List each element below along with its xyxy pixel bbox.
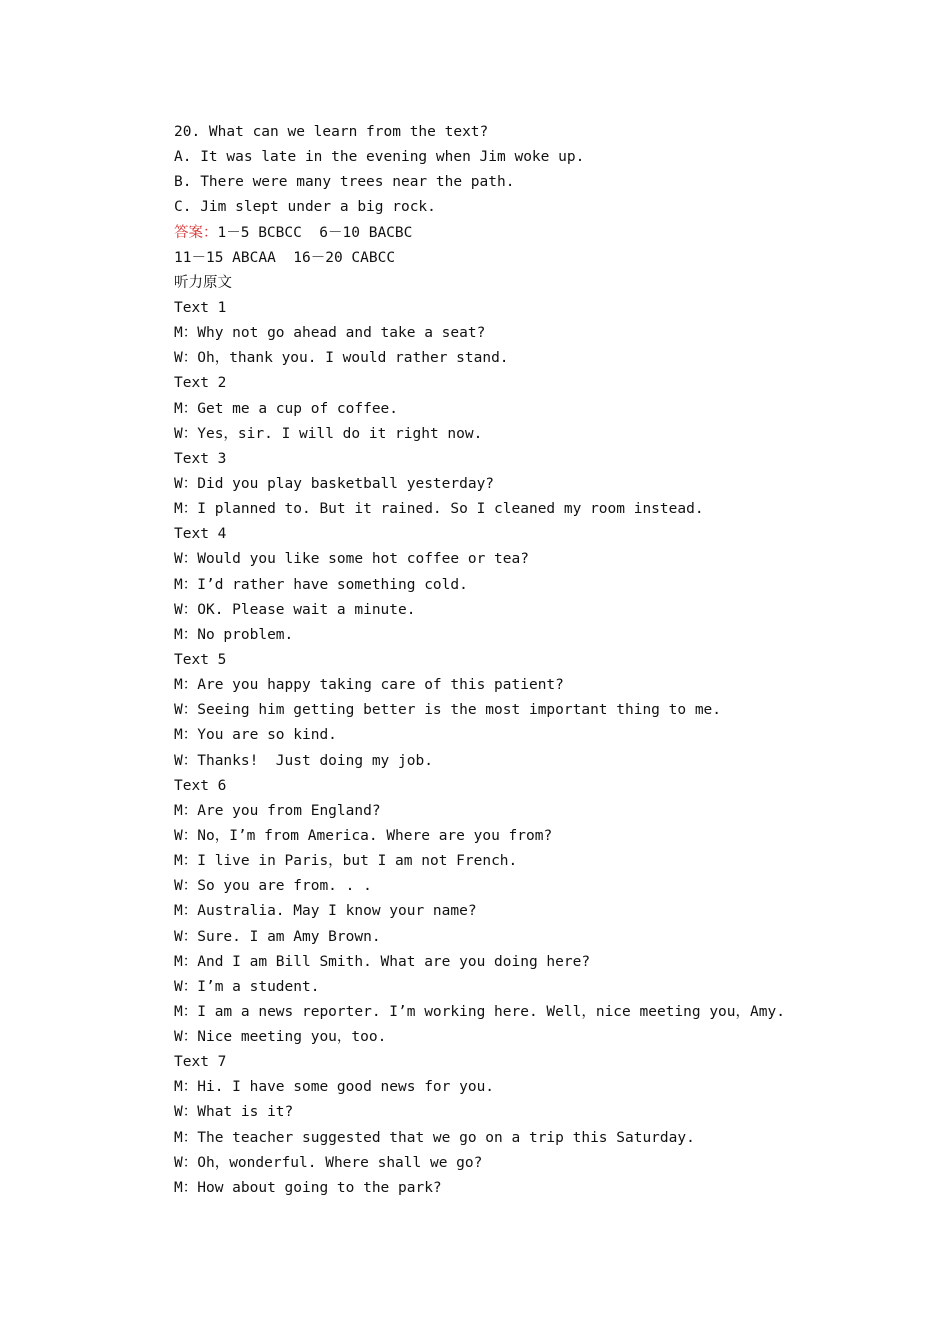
- transcript-line: W：OK. Please wait a minute.: [174, 601, 416, 618]
- transcript-line: M：Get me a cup of coffee.: [174, 400, 399, 417]
- transcript-line: M：The teacher suggested that we go on a trip this Saturday.: [174, 1129, 695, 1146]
- transcript-line: W：Sure. I am Amy Brown.: [174, 928, 381, 945]
- transcript-section-heading: Text 5: [174, 651, 227, 668]
- transcript-title: 听力原文: [174, 274, 232, 291]
- transcript-body: [174, 296, 874, 1201]
- transcript-line: W：Thanks! Just doing my job.: [174, 752, 433, 769]
- option-c: C. Jim slept under a big rock.: [174, 199, 436, 216]
- transcript-line: M：Australia. May I know your name?: [174, 903, 477, 920]
- transcript-line: W：Yes，sir. I will do it right now.: [174, 425, 483, 442]
- transcript-line: M：I’d rather have something cold.: [174, 576, 468, 593]
- transcript-line: M：Are you happy taking care of this patient?: [174, 677, 564, 694]
- transcript-line: M：I planned to. But it rained. So I cleaned my room instead.: [174, 501, 704, 518]
- answer-label: 答案：: [174, 224, 218, 241]
- question-stem: 20. What can we learn from the text?: [174, 124, 489, 140]
- transcript-line: M：I am a news reporter. I’m working here. Well，nice meeting you，Amy.: [174, 1003, 785, 1020]
- transcript-line: M：How about going to the park?: [174, 1179, 442, 1196]
- transcript-line: W：Nice meeting you，too.: [174, 1029, 387, 1046]
- transcript-line: W：Seeing him getting better is the most important thing to me.: [174, 702, 722, 719]
- transcript-section-heading: Text 7: [174, 1054, 227, 1071]
- answer-key-line-1: [174, 221, 874, 246]
- transcript-line: W：What is it?: [174, 1104, 294, 1121]
- transcript-line: M：You are so kind.: [174, 727, 337, 744]
- transcript-line: M：Are you from England?: [174, 802, 381, 819]
- transcript-line: M：I live in Paris，but I am not French.: [174, 853, 518, 870]
- option-b: B. There were many trees near the path.: [174, 174, 515, 191]
- answer-key-line-2: 11－15 ABCAA 16－20 CABCC: [174, 249, 396, 266]
- transcript-section-heading: Text 4: [174, 526, 227, 543]
- transcript-line: W：Oh，thank you. I would rather stand.: [174, 350, 509, 367]
- transcript-section-heading: Text 1: [174, 299, 227, 316]
- transcript-line: W：No，I’m from America. Where are you from?: [174, 827, 553, 844]
- transcript-section-heading: Text 3: [174, 450, 227, 467]
- option-a: A. It was late in the evening when Jim woke up.: [174, 149, 585, 166]
- transcript-line: M：Hi. I have some good news for you.: [174, 1079, 495, 1096]
- transcript-section-heading: Text 2: [174, 375, 227, 392]
- transcript-line: M：No problem.: [174, 626, 294, 643]
- transcript-section-heading: Text 6: [174, 777, 227, 794]
- transcript-line: W：Oh，wonderful. Where shall we go?: [174, 1154, 483, 1171]
- transcript-line: W：I’m a student.: [174, 978, 320, 995]
- transcript-line: M：And I am Bill Smith. What are you doing here?: [174, 953, 591, 970]
- transcript-line: W：Did you play basketball yesterday?: [174, 475, 495, 492]
- transcript-line: W：So you are from. . .: [174, 878, 372, 895]
- transcript-line: M：Why not go ahead and take a seat?: [174, 325, 486, 342]
- answer-key-values-1: 1－5 BCBCC 6－10 BACBC: [217, 224, 413, 241]
- document-page: [174, 120, 874, 1201]
- transcript-line: W：Would you like some hot coffee or tea?: [174, 551, 529, 568]
